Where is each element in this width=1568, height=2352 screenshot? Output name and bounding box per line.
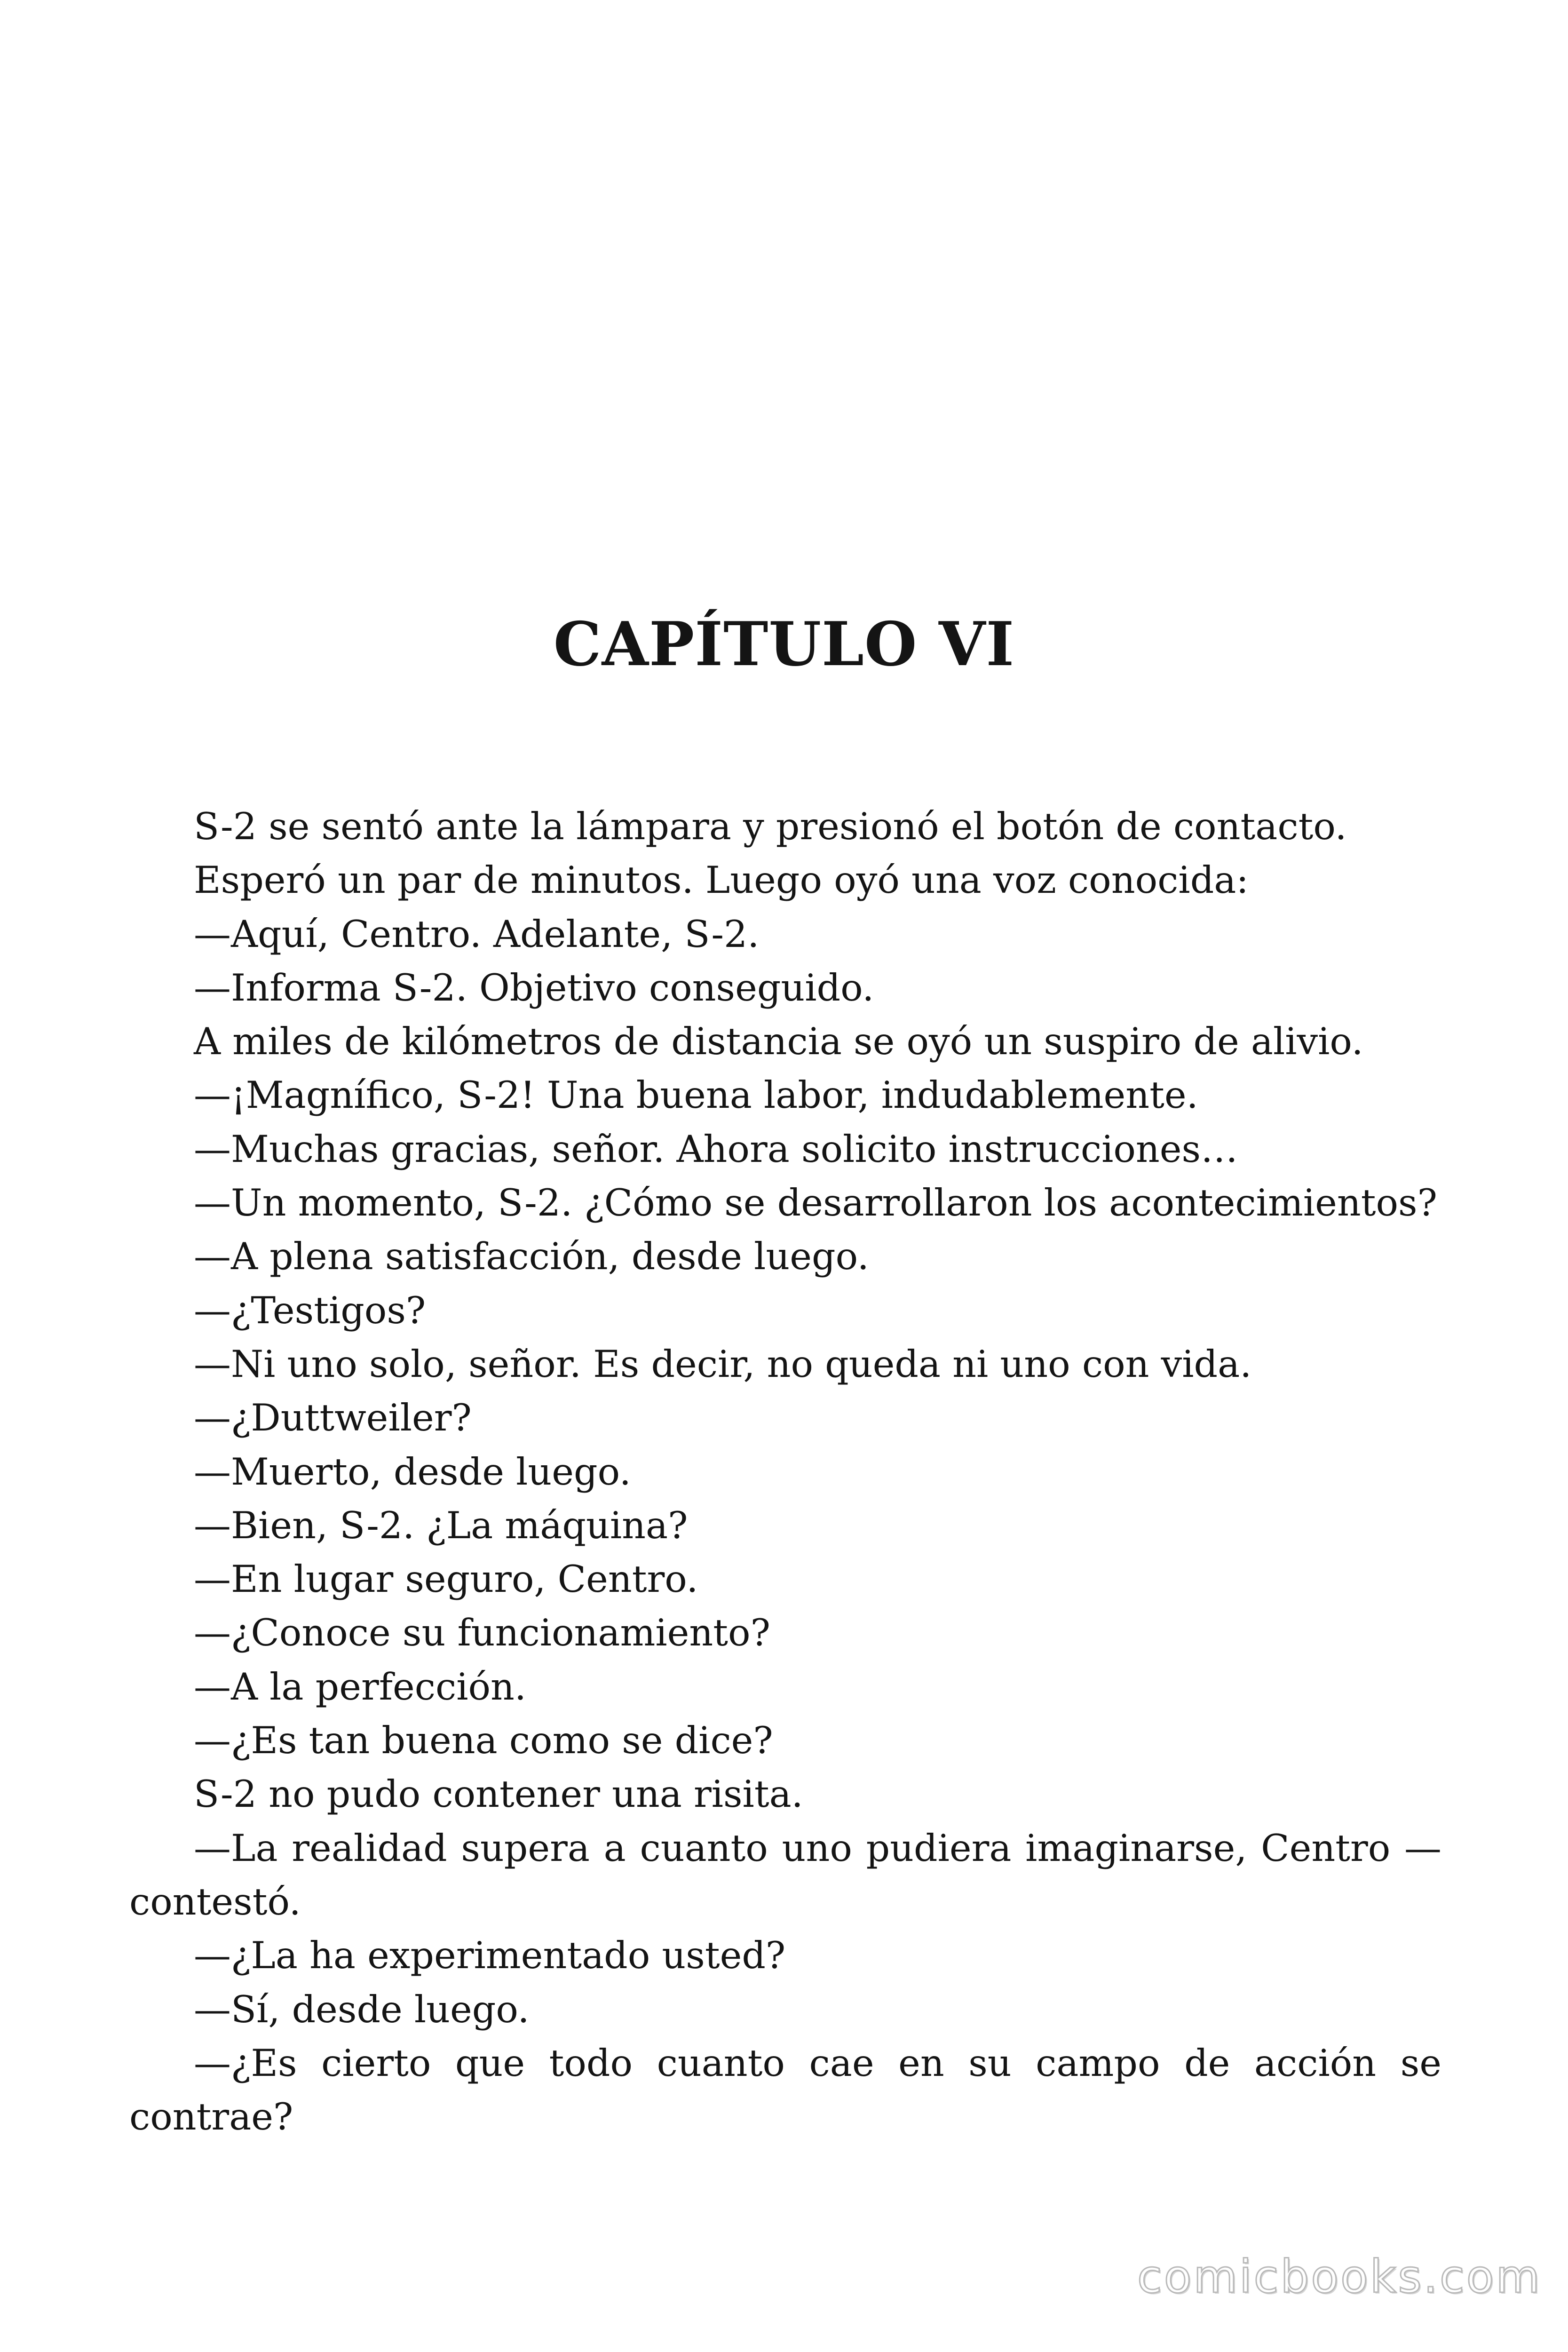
- paragraph: —¿Es cierto que todo cuanto cae en su campo de acción se contrae?: [129, 2041, 1441, 2139]
- paragraph: —Muchas gracias, señor. Ahora solicito instrucciones…: [194, 1127, 1238, 1171]
- paragraph: —La realidad supera a cuanto uno pudiera imaginarse, Centro —contestó.: [129, 1826, 1441, 1923]
- paragraph: —En lugar seguro, Centro.: [194, 1557, 698, 1601]
- paragraph: —A plena satisfacción, desde luego.: [194, 1235, 869, 1279]
- watermark: comicbooks.com: [1137, 2250, 1542, 2303]
- paragraph: —Informa S-2. Objetivo conseguido.: [194, 966, 874, 1009]
- paragraph: —Bien, S-2. ¿La máquina?: [194, 1503, 688, 1547]
- paragraph: —¡Magnífico, S-2! Una buena labor, indudablemente.: [194, 1073, 1198, 1117]
- paragraph: A miles de kilómetros de distancia se oyó un suspiro de alivio.: [194, 1020, 1363, 1064]
- paragraph: Esperó un par de minutos. Luego oyó una voz conocida:: [194, 858, 1249, 902]
- paragraph: —¿Conoce su funcionamiento?: [194, 1611, 770, 1655]
- paragraph: S-2 no pudo contener una risita.: [194, 1772, 803, 1816]
- paragraph: —Muerto, desde luego.: [194, 1450, 631, 1494]
- paragraph: S-2 se sentó ante la lámpara y presionó el botón de contacto.: [194, 805, 1347, 848]
- paragraph: —¿Duttweiler?: [194, 1396, 472, 1440]
- paragraph: —Aquí, Centro. Adelante, S-2.: [194, 912, 760, 956]
- paragraph: —Ni uno solo, señor. Es decir, no queda ni uno con vida.: [194, 1342, 1252, 1386]
- chapter-text: [129, 800, 1441, 2144]
- paragraph: —¿Es tan buena como se dice?: [194, 1719, 773, 1763]
- paragraph: —¿La ha experimentado usted?: [194, 1934, 786, 1978]
- chapter-title: CAPÍTULO VI: [553, 609, 1015, 680]
- paragraph: —Sí, desde luego.: [194, 1987, 530, 2031]
- paragraph: —Un momento, S-2. ¿Cómo se desarrollaron los acontecimientos?: [194, 1181, 1437, 1225]
- paragraph: —¿Testigos?: [194, 1288, 426, 1332]
- paragraph: —A la perfección.: [194, 1665, 527, 1708]
